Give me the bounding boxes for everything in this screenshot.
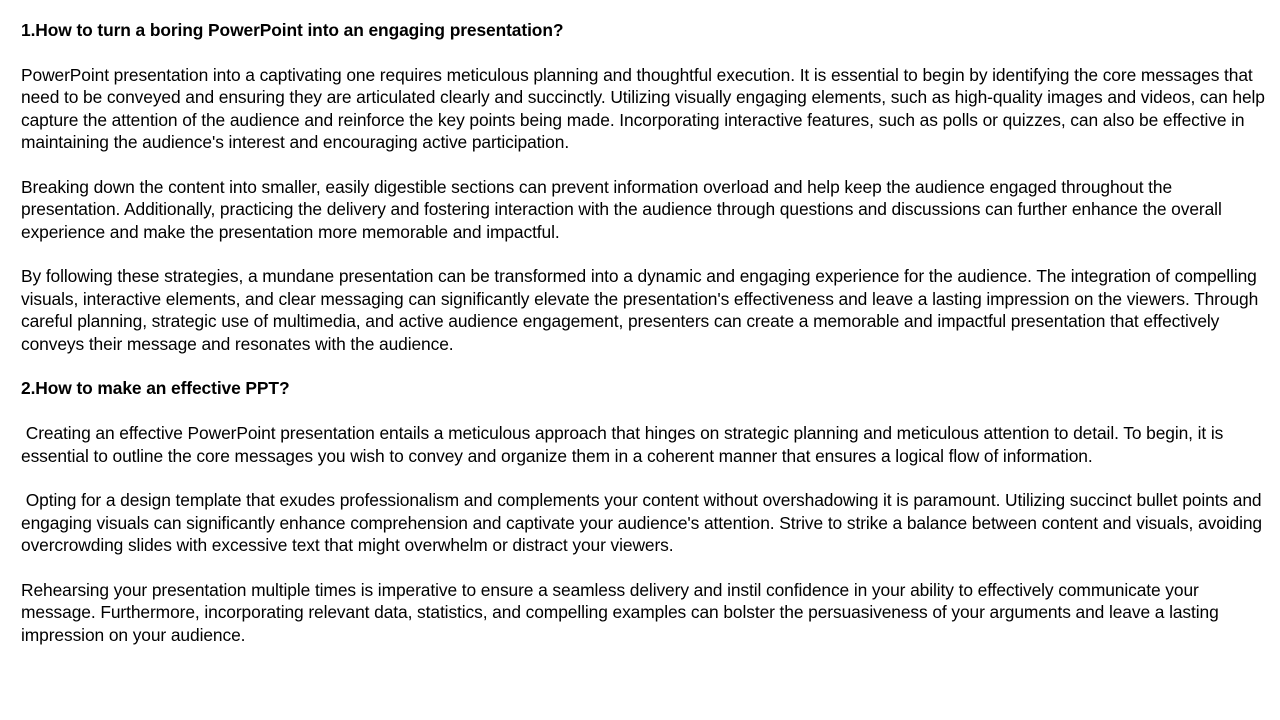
section-heading-1: 1.How to turn a boring PowerPoint into an engaging presentation?: [21, 20, 564, 40]
spacer: [21, 467, 1271, 489]
spacer: [21, 400, 1271, 422]
spacer: [21, 41, 1271, 63]
paragraph: Creating an effective PowerPoint presentation entails a meticulous approach that hinges on strategic planning and meticulous attention to detail. To begin, it is essential to outline the core messages you wish to convey and organize them in a coherent manner that ensures a logical flow of information.: [21, 423, 1228, 466]
paragraph: By following these strategies, a mundane presentation can be transformed into a dynamic and engaging experience for the audience. The integration of compelling visuals, interactive elements, and clear messaging can significantly elevate the presentation's effectiveness and leave a lasting impression on the viewers. Through careful planning, strategic use of multimedia, and active audience engagement, presenters can create a memorable and impactful presentation that effectively conveys their message and resonates with the audience.: [21, 266, 1263, 354]
paragraph: PowerPoint presentation into a captivating one requires meticulous planning and thoughtful execution. It is essential to begin by identifying the core messages that need to be conveyed and ensuring they are articulated clearly and succinctly. Utilizing visually engaging elements, such as high-quality images and videos, can help capture the attention of the audience and reinforce the key points being made. Incorporating interactive features, such as polls or quizzes, can also be effective in maintaining the audience's interest and encouraging active participation.: [21, 64, 1270, 153]
section-heading-2: 2.How to make an effective PPT?: [21, 378, 290, 399]
spacer: [21, 355, 1271, 377]
spacer: [21, 557, 1271, 579]
document-body: [21, 19, 1271, 646]
spacer: [21, 243, 1271, 265]
paragraph: Opting for a design template that exudes professionalism and complements your content without overshadowing it is paramount. Utilizing succinct bullet points and engaging visuals can significantly enhance comprehension and captivate your audience's attention. Strive to strike a balance between content and visuals, avoiding overcrowding slides with excessive text that might overwhelm or distract your viewers.: [21, 490, 1267, 556]
spacer: [21, 153, 1271, 175]
paragraph: Breaking down the content into smaller, easily digestible sections can prevent information overload and help keep the audience engaged throughout the presentation. Additionally, practicing the delivery and fostering interaction with the audience through questions and discussions can further enhance the overall experience and make the presentation more memorable and impactful.: [21, 176, 1227, 242]
paragraph: Rehearsing your presentation multiple times is imperative to ensure a seamless delivery and instil confidence in your ability to effectively communicate your message. Furthermore, incorporating relevant data, statistics, and compelling examples can bolster the persuasiveness of your arguments and leave a lasting impression on your audience.: [21, 580, 1224, 645]
